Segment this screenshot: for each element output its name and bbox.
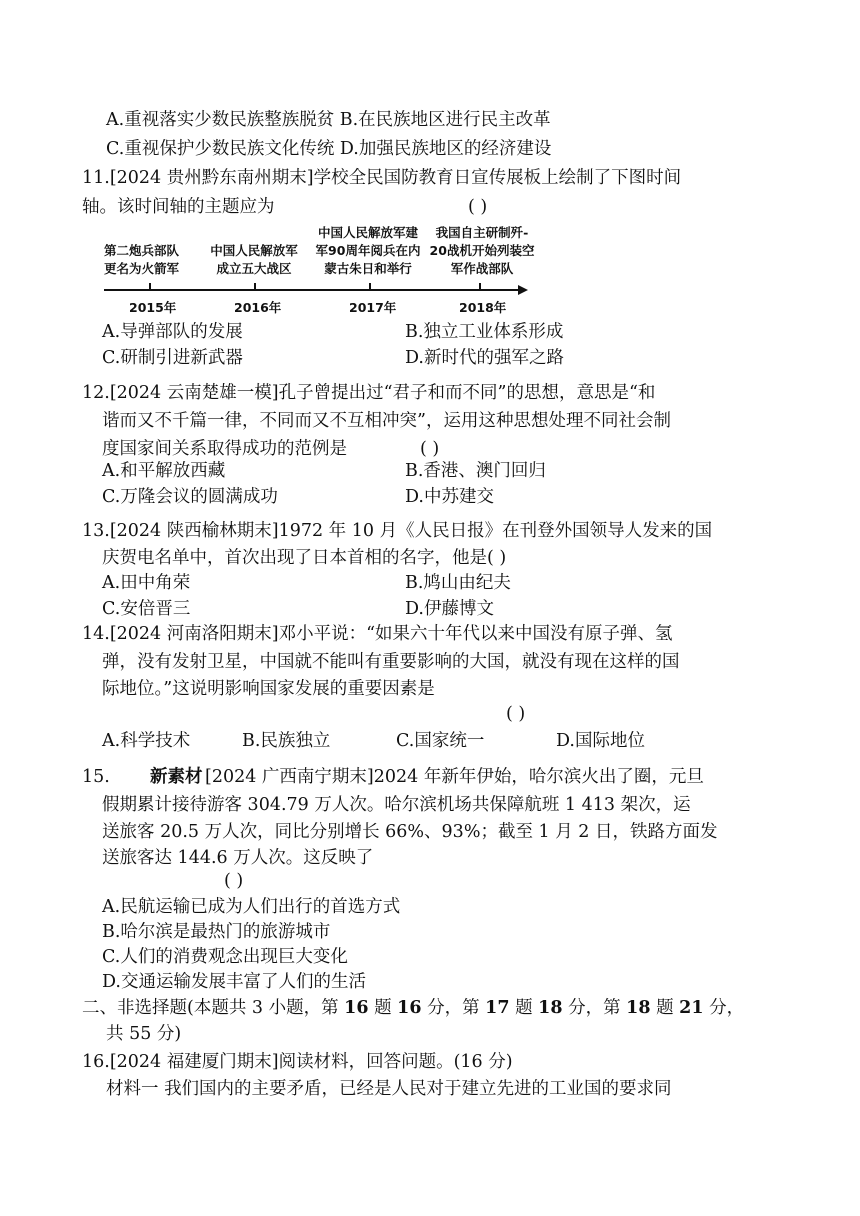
section2-header-line1: 二、非选择题(本题共 3 小题，第 16 题 16 分，第 17 题 18 分，第 18 题 21 分， — [82, 998, 745, 1018]
timeline-event-2015: 第二炮兵部队 更名为火箭军 — [104, 243, 180, 276]
timeline-tick — [149, 283, 151, 290]
section2-header-line2: 共 55 分) — [106, 1024, 182, 1044]
q11-stem-line1: 11.[2024 贵州黔东南州期末]学校全民国防教育日宣传展板上绘制了下图时间 — [82, 168, 682, 188]
q13-stem-line2: 庆贺电名单中，首次出现了日本首相的名字，他是( ) — [102, 548, 507, 568]
q14-stem-line1: 14.[2024 河南洛阳期末]邓小平说：“如果六十年代以来中国没有原子弹、氢 — [82, 624, 673, 644]
q15-option-c: C.人们的消费观念出现巨大变化 — [102, 947, 348, 967]
q15-stem-line4: 送旅客达 144.6 万人次。这反映了 — [102, 848, 374, 868]
q12-answer-paren: ( ) — [420, 439, 440, 459]
timeline-event-2017: 中国人民解放军建 军90周年阅兵在内 蒙古朱日和举行 — [315, 225, 421, 276]
q15-number: 15. — [82, 767, 110, 787]
timeline-year: 2016年 — [234, 300, 282, 315]
q12-stem-line1: 12.[2024 云南楚雄一模]孔子曾提出过“君子和而不同”的思想，意思是“和 — [82, 383, 656, 403]
timeline-year: 2017年 — [349, 300, 397, 315]
timeline-figure — [104, 222, 534, 316]
q11-stem-line2: 轴。该时间轴的主题应为 — [82, 197, 275, 217]
q13-stem-line1: 13.[2024 陕西榆林期末]1972 年 10 月《人民日报》在刊登外国领导人发来的国 — [82, 521, 713, 541]
q15-option-b: B.哈尔滨是最热门的旅游城市 — [102, 922, 331, 942]
timeline-arrow-icon — [518, 285, 528, 295]
q15-answer-paren: ( ) — [224, 871, 244, 891]
q10-options-cd: C.重视保护少数民族文化传统 D.加强民族地区的经济建设 — [106, 139, 552, 159]
q15-stem-line3: 送旅客 20.5 万人次，同比分别增长 66%、93%；截至 1 月 2 日，铁路方面发 — [102, 822, 718, 842]
q11-answer-paren: ( ) — [468, 197, 488, 217]
timeline-tick — [254, 283, 256, 290]
q15-stem-line2: 假期累计接待游客 304.79 万人次。哈尔滨机场共保障航班 1 413 架次，运 — [102, 795, 691, 815]
q11-option-c: C.研制引进新武器 — [102, 348, 243, 368]
q12-option-b: B.香港、澳门回归 — [405, 461, 546, 481]
q14-option-d: D.国际地位 — [556, 731, 645, 751]
q13-option-b: B.鸠山由纪夫 — [405, 573, 511, 593]
q14-option-c: C.国家统一 — [396, 731, 485, 751]
q15-stem-line1: [2024 广西南宁期末]2024 年新年伊始，哈尔滨火出了圈，元旦 — [205, 767, 704, 787]
q15-option-a: A.民航运输已成为人们出行的首选方式 — [102, 897, 401, 917]
q13-option-a: A.田中角荣 — [102, 573, 191, 593]
q12-stem-line3: 度国家间关系取得成功的范例是 — [102, 439, 347, 459]
q12-option-d: D.中苏建交 — [405, 487, 494, 507]
q10-options-ab: A.重视落实少数民族整族脱贫 B.在民族地区进行民主改革 — [106, 110, 551, 130]
q14-stem-line2: 弹，没有发射卫星，中国就不能叫有重要影响的大国，就没有现在这样的国 — [102, 652, 680, 672]
timeline-axis — [104, 289, 520, 291]
q16-material-1: 材料一 我们国内的主要矛盾，已经是人民对于建立先进的工业国的要求同 — [106, 1079, 672, 1099]
q12-option-a: A.和平解放西藏 — [102, 461, 226, 481]
timeline-year: 2015年 — [129, 300, 177, 315]
q14-option-a: A.科学技术 — [102, 731, 191, 751]
q15-option-d: D.交通运输发展丰富了人们的生活 — [102, 972, 366, 992]
q14-answer-paren: ( ) — [506, 704, 526, 724]
timeline-event-2016: 中国人民解放军 成立五大战区 — [210, 243, 298, 276]
q11-option-a: A.导弹部队的发展 — [102, 322, 243, 342]
q16-stem-line1: 16.[2024 福建厦门期末]阅读材料，回答问题。(16 分) — [82, 1052, 513, 1072]
q15-new-material-tag: 新素材 — [150, 767, 203, 787]
timeline-event-2018: 我国自主研制歼- 20战机开始列装空 军作战部队 — [429, 225, 535, 276]
timeline-tick — [369, 283, 371, 290]
timeline-tick — [479, 283, 481, 290]
q11-option-b: B.独立工业体系形成 — [405, 322, 564, 342]
q12-option-c: C.万隆会议的圆满成功 — [102, 487, 278, 507]
q14-option-b: B.民族独立 — [242, 731, 331, 751]
q13-option-d: D.伊藤博文 — [405, 599, 494, 619]
q14-stem-line3: 际地位。”这说明影响国家发展的重要因素是 — [102, 679, 435, 699]
q13-option-c: C.安倍晋三 — [102, 599, 191, 619]
timeline-year: 2018年 — [459, 300, 507, 315]
q11-option-d: D.新时代的强军之路 — [405, 348, 564, 368]
q12-stem-line2: 谐而又不千篇一律，不同而又不互相冲突”，运用这种思想处理不同社会制 — [102, 411, 671, 431]
